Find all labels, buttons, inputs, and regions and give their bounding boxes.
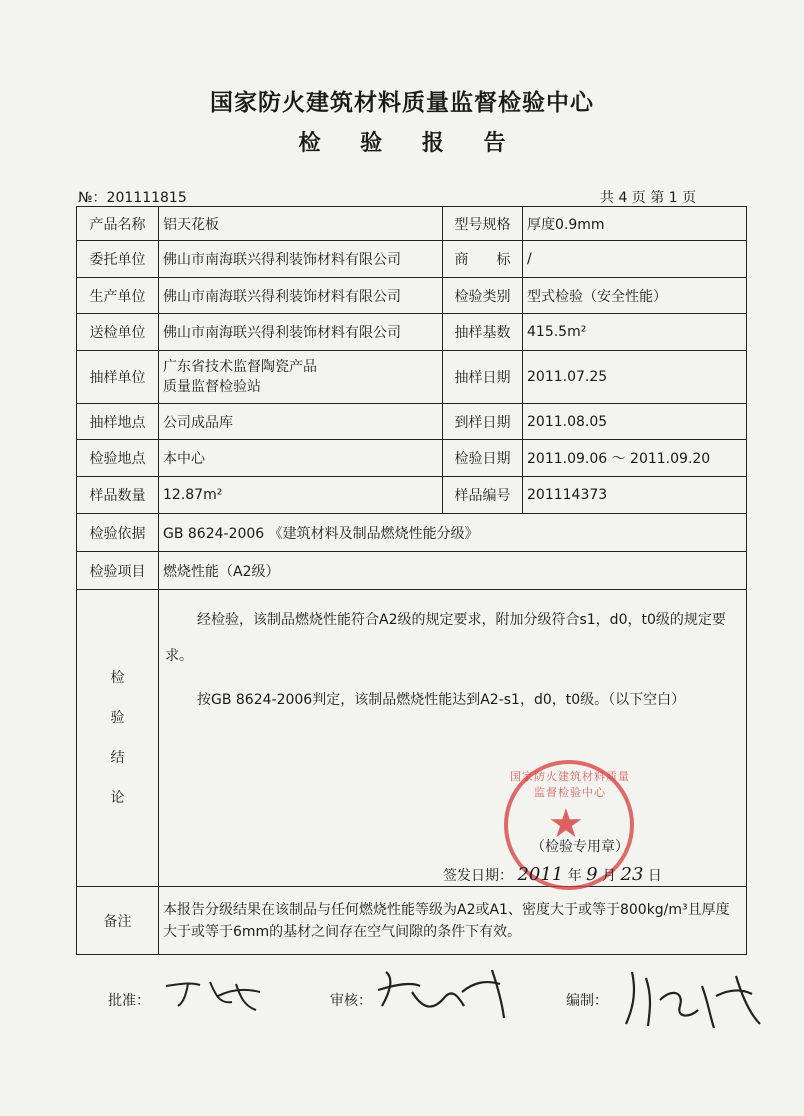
sampling-unit-line2: 质量监督检验站 bbox=[163, 379, 261, 395]
label-client: 委托单位 bbox=[77, 241, 159, 278]
label-brand: 商 标 bbox=[443, 241, 523, 278]
stamp-star-icon: ★ bbox=[548, 801, 584, 847]
review-label: 审核： bbox=[330, 993, 372, 1009]
label-conclusion bbox=[77, 590, 159, 887]
label-product-name: 产品名称 bbox=[77, 207, 159, 241]
label-sample-qty: 样品数量 bbox=[77, 477, 159, 514]
sign-month-unit: 月 bbox=[602, 868, 617, 884]
approve-signature bbox=[160, 976, 270, 1016]
table-row bbox=[77, 477, 747, 514]
value-submitter: 佛山市南海联兴得利装饰材料有限公司 bbox=[159, 314, 443, 351]
org-title: 国家防火建筑材料质量监督检验中心 bbox=[210, 90, 594, 116]
table-row bbox=[77, 440, 747, 477]
conclusion-cell bbox=[159, 590, 747, 887]
value-arrival-date: 2011.08.05 bbox=[523, 404, 747, 440]
table-row bbox=[77, 278, 747, 314]
label-sampling-date: 抽样日期 bbox=[443, 351, 523, 404]
sign-day-unit: 日 bbox=[647, 868, 662, 884]
label-sample-base: 抽样基数 bbox=[443, 314, 523, 351]
value-test-type: 型式检验（安全性能） bbox=[523, 278, 747, 314]
prepare-signature bbox=[610, 966, 770, 1038]
label-sampling-unit: 抽样单位 bbox=[77, 351, 159, 404]
page-count: 共 4 页 第 1 页 bbox=[600, 190, 697, 206]
value-basis: GB 8624-2006 《建筑材料及制品燃烧性能分级》 bbox=[159, 514, 747, 552]
value-product-name: 铝天花板 bbox=[159, 207, 443, 241]
label-basis: 检验依据 bbox=[77, 514, 159, 552]
value-sample-qty: 12.87m² bbox=[159, 477, 443, 514]
sign-date bbox=[443, 864, 662, 885]
value-manufacturer: 佛山市南海联兴得利装饰材料有限公司 bbox=[159, 278, 443, 314]
table-row bbox=[77, 314, 747, 351]
label-remark: 备注 bbox=[77, 887, 159, 955]
table-row bbox=[77, 590, 747, 887]
label-test-type: 检验类别 bbox=[443, 278, 523, 314]
conclusion-paragraph-1: 经检验，该制品燃烧性能符合A2级的规定要求，附加分级符合s1，d0，t0级的规定要求。 bbox=[165, 612, 726, 664]
report-title: 检 验 报 告 bbox=[298, 131, 522, 156]
sign-date-label: 签发日期： bbox=[443, 868, 513, 884]
value-client: 佛山市南海联兴得利装饰材料有限公司 bbox=[159, 241, 443, 278]
value-sample-no: 201114373 bbox=[523, 477, 747, 514]
value-sample-base: 415.5m² bbox=[523, 314, 747, 351]
prepare-label: 编制： bbox=[566, 993, 608, 1009]
report-number: №：201111815 bbox=[78, 190, 187, 206]
table-row bbox=[77, 351, 747, 404]
value-items: 燃烧性能（A2级） bbox=[159, 552, 747, 590]
table-row bbox=[77, 404, 747, 440]
report-table bbox=[76, 206, 747, 955]
review-signature bbox=[372, 962, 532, 1022]
stamp-text: 国家防火建筑材料质量监督检验中心 bbox=[510, 770, 630, 799]
value-sampling-date: 2011.07.25 bbox=[523, 351, 747, 404]
table-row bbox=[77, 552, 747, 590]
label-test-place: 检验地点 bbox=[77, 440, 159, 477]
approve-label: 批准： bbox=[108, 993, 150, 1009]
table-row bbox=[77, 241, 747, 278]
conclusion-paragraph-2: 按GB 8624-2006判定，该制品燃烧性能达到A2-s1，d0，t0级。（以下空白） bbox=[197, 692, 686, 708]
stamp-note: （检验专用章） bbox=[531, 839, 629, 855]
label-manufacturer: 生产单位 bbox=[77, 278, 159, 314]
sign-year: 2011 bbox=[517, 864, 564, 885]
label-sampling-place: 抽样地点 bbox=[77, 404, 159, 440]
conclusion-label-char: 检 bbox=[110, 670, 125, 686]
conclusion-label bbox=[108, 658, 128, 818]
value-remark: 本报告分级结果在该制品与任何燃烧性能等级为A2或A1、密度大于或等于800kg/m³且厚度大于或等于6mm的基材之间存在空气间隙的条件下有效。 bbox=[159, 887, 747, 955]
label-sample-no: 样品编号 bbox=[443, 477, 523, 514]
conclusion-label-char: 结 bbox=[110, 750, 125, 766]
conclusion-label-char: 论 bbox=[110, 790, 125, 806]
label-model: 型号规格 bbox=[443, 207, 523, 241]
sign-year-unit: 年 bbox=[567, 868, 582, 884]
label-items: 检验项目 bbox=[77, 552, 159, 590]
label-arrival-date: 到样日期 bbox=[443, 404, 523, 440]
value-brand: / bbox=[523, 241, 747, 278]
value-model: 厚度0.9mm bbox=[523, 207, 747, 241]
sampling-unit-line1: 广东省技术监督陶瓷产品 bbox=[163, 359, 317, 375]
sign-month: 9 bbox=[586, 864, 598, 885]
value-test-date: 2011.09.06 ～ 2011.09.20 bbox=[523, 440, 747, 477]
label-submitter: 送检单位 bbox=[77, 314, 159, 351]
table-row bbox=[77, 887, 747, 955]
value-test-place: 本中心 bbox=[159, 440, 443, 477]
table-row bbox=[77, 207, 747, 241]
label-test-date: 检验日期 bbox=[443, 440, 523, 477]
conclusion-label-char: 验 bbox=[110, 710, 125, 726]
sign-day: 23 bbox=[620, 864, 644, 885]
value-sampling-unit bbox=[159, 351, 443, 404]
value-sampling-place: 公司成品库 bbox=[159, 404, 443, 440]
table-row bbox=[77, 514, 747, 552]
